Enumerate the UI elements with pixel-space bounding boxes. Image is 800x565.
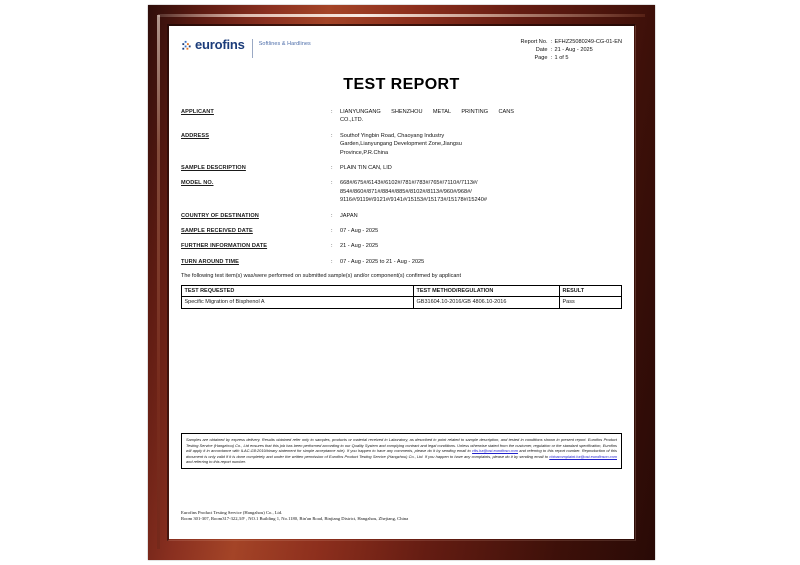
table-cell: Specific Migration of Bisphenol A — [182, 297, 414, 308]
table-cell: Pass — [560, 297, 622, 308]
footer-address: Room 301-307, Room317-322,3/F , NO.1 Building 1, No.1180, Bin'an Road, Binjiang District, Hangzhou, Zhejiang, China — [181, 516, 409, 522]
field-row — [181, 258, 622, 266]
disclaimer-box — [181, 433, 622, 469]
report-date-value: 21 - Aug - 2025 — [554, 47, 593, 53]
logo-subtitle-line-1: Softlines & — [258, 41, 286, 47]
field-value-line: 668#/675#/6143#/6102#/781#/783#/765#/7110#/7113#/ — [340, 180, 478, 187]
disclaimer-text-part-3: and referring to this report number. — [186, 459, 246, 465]
logo-divider — [252, 39, 253, 58]
column-header-result: RESULT — [560, 286, 622, 297]
report-no-colon: : — [550, 39, 553, 45]
frame-bevel-left — [157, 15, 160, 549]
field-value — [340, 258, 622, 266]
field-colon: : — [331, 109, 333, 115]
logo-subtitle-line-2: Hardlines — [287, 41, 311, 47]
results-table — [181, 285, 622, 308]
field-row — [181, 164, 622, 172]
disclaimer-email-link-2[interactable]: chinacomplaint.hz@ost.eurofinscn.com — [549, 453, 617, 459]
eurofins-wordmark: eurofins — [195, 37, 245, 52]
column-header-test-requested: TEST REQUESTED — [182, 286, 414, 297]
field-row — [181, 179, 622, 204]
report-page-row — [514, 54, 622, 62]
field-value-line: LIANYUNGANG SHENZHOU METAL PRINTING CANS — [340, 109, 514, 115]
field-colon: : — [331, 212, 333, 219]
results-body — [182, 297, 622, 308]
report-fields — [181, 108, 622, 266]
results-header-row — [182, 286, 622, 297]
table-cell: GB31604.10-2016/GB 4806.10-2016 — [414, 297, 560, 308]
field-value-line: 21 - Aug - 2025 — [340, 243, 379, 250]
field-value-line: 07 - Aug - 2025 — [340, 228, 379, 235]
picture-frame — [148, 5, 655, 560]
field-value — [340, 164, 622, 172]
field-row — [181, 242, 622, 250]
field-value-line: JAPAN — [340, 212, 358, 219]
disclaimer-text-part-1: Samples are obtained by express delivery. Results obtained refer only to samples, products or material received in Laboratory, as described in point related to sample description, and tested in conditions shown in present report. Eurofins Product Testing Service (Hangzhou) Co., Ltd ensures that this job has been performed according to our Quality System and complying contract and legal conditions. Unless otherwise stated from the customer, regulation or the standard specification, Eurofins will apply it in accordance with ILAC-G8:2019/binary statement for simple acceptance rule). If you happen to have any comments, please do it by sending email to — [186, 437, 617, 454]
field-value — [340, 108, 622, 125]
field-row — [181, 132, 622, 157]
field-row — [181, 227, 622, 235]
report-date-row — [514, 46, 622, 54]
field-label: ADDRESS — [181, 132, 210, 139]
field-value-line: 9116#/9119#/9121#/9141#/15153#/15173#/15178#/15240# — [340, 197, 487, 204]
field-value — [340, 212, 622, 220]
report-page-colon: : — [550, 55, 553, 61]
report-no-row — [514, 38, 622, 46]
field-colon: : — [331, 258, 333, 265]
field-value — [340, 242, 622, 250]
report-page-label: Page — [534, 55, 548, 61]
field-label: MODEL NO. — [181, 180, 214, 187]
page-title: TEST REPORT — [343, 76, 460, 93]
field-row — [181, 212, 622, 220]
column-header-test-method: TEST METHOD/REGULATION — [414, 286, 560, 297]
disclaimer-email-link-1[interactable]: cfts.hz@ost.eurofinsn.com — [472, 448, 518, 454]
field-label: SAMPLE DESCRIPTION — [181, 165, 246, 172]
field-value-line: CO.,LTD. — [340, 117, 364, 124]
field-value-line: Province,P.R.China — [340, 149, 389, 156]
frame-bevel-highlight — [158, 14, 645, 17]
eurofins-dots-icon — [181, 40, 192, 51]
report-meta — [514, 36, 622, 62]
field-colon: : — [331, 165, 333, 172]
field-colon: : — [331, 243, 333, 250]
footer-company-name: Eurofins Product Testing Service (Hangzhou) Co., Ltd. — [181, 509, 283, 515]
field-value-line: Southof Yingbin Road, Chaoyang Industry — [340, 132, 445, 139]
field-label: SAMPLE RECEIVED DATE — [181, 228, 253, 235]
field-label: TURN AROUND TIME — [181, 258, 239, 265]
field-label: COUNTRY OF DESTINATION — [181, 212, 259, 219]
logo-subtitle — [259, 38, 311, 49]
page-footer — [181, 510, 622, 523]
table-row — [182, 297, 622, 308]
disclaimer-text-part-2: and referring to this report number. Reproduction of this document is only valid if it is done completely and under the written permission of Eurofins Product Testing Service (Hangzhou) Co., Ltd. If you happen to have any complaints, please do it by sending email to — [186, 448, 617, 459]
field-value-line: 07 - Aug - 2025 to 21 - Aug - 2025 — [340, 258, 425, 265]
report-page-value: 1 of 5 — [554, 55, 569, 61]
field-value — [340, 179, 622, 204]
document-header — [181, 36, 622, 62]
report-no-value: EFHZ25080249-CG-01-EN — [554, 39, 622, 45]
field-colon: : — [331, 228, 333, 235]
field-value-line: 854#/860#/871#/884#/885#/8102#/8113#/960#/968#/ — [340, 188, 472, 195]
test-items-note: The following test item(s) was/were performed on submitted sample(s) and/or component(s) confirmed by applicant — [181, 273, 462, 280]
field-label: APPLICANT — [181, 109, 214, 115]
field-row — [181, 108, 622, 125]
report-page — [169, 26, 634, 539]
report-no-label: Report No. — [520, 39, 548, 45]
field-value — [340, 132, 622, 157]
report-date-colon: : — [550, 47, 553, 53]
field-value-line: PLAIN TIN CAN, LID — [340, 165, 392, 172]
eurofins-logo — [181, 36, 311, 58]
field-value-line: Garden,Lianyungang Development Zone,Jiangsu — [340, 141, 462, 148]
field-label: FURTHER INFORMATION DATE — [181, 243, 268, 250]
field-colon: : — [331, 132, 333, 139]
report-date-label: Date — [535, 47, 548, 53]
field-colon: : — [331, 180, 333, 187]
field-value — [340, 227, 622, 235]
